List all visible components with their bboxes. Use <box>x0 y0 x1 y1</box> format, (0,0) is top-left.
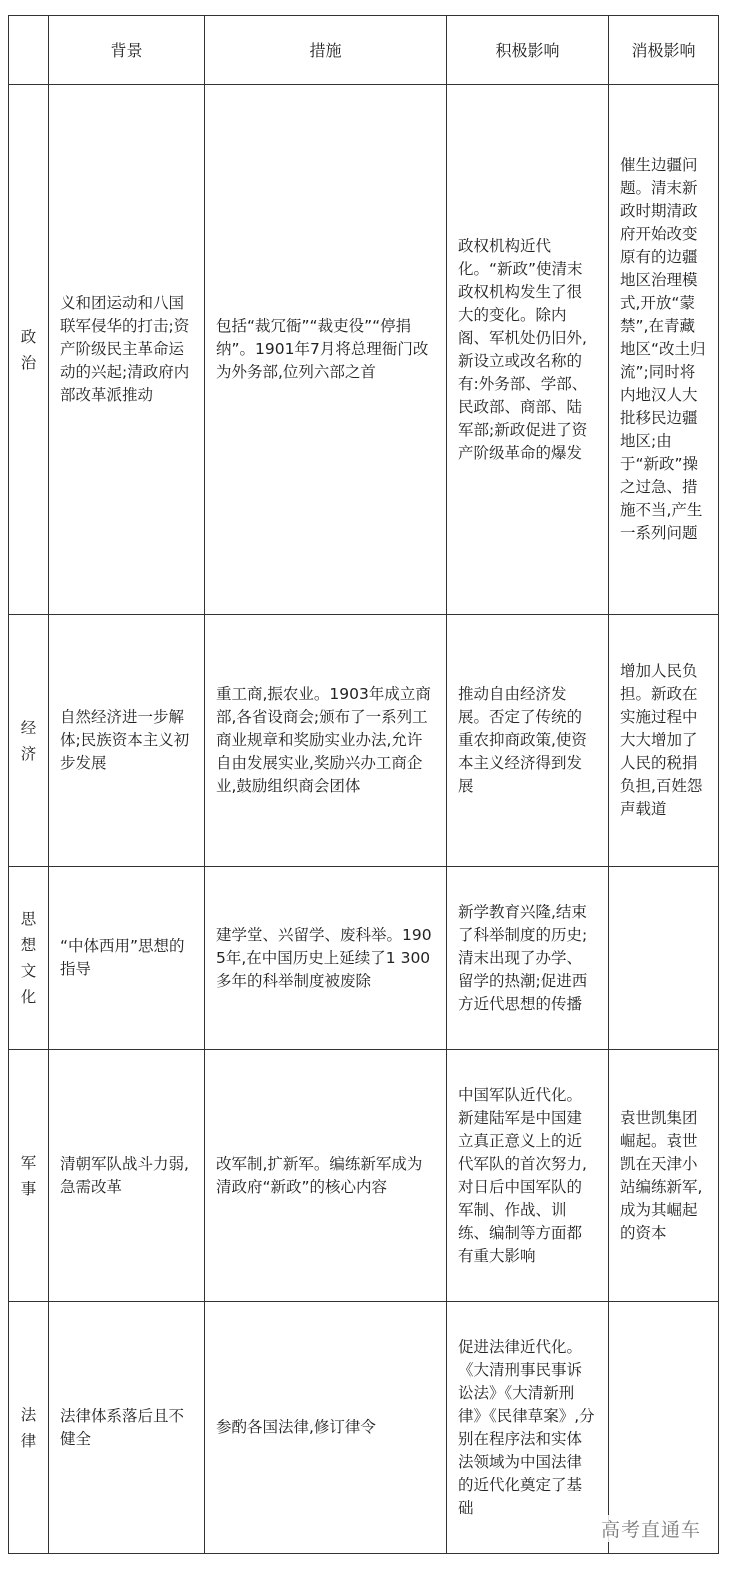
measures-cell: 重工商,振农业。1903年成立商部,各省设商会;颁布了一系列工商业规章和奖励实业办法,允许自由发展实业,奖励兴办工商企业,鼓励组织商会团体 <box>205 615 447 867</box>
measures-cell: 建学堂、兴留学、废科举。1905年,在中国历史上延续了1 300多年的科举制度被废除 <box>205 867 447 1050</box>
header-positive: 积极影响 <box>447 16 609 85</box>
positive-cell: 促进法律近代化。《大清刑事民事诉讼法》《大清新刑律》《民律草案》,分别在程序法和实体法领域为中国法律的近代化奠定了基础 <box>447 1302 609 1554</box>
background-cell: 清朝军队战斗力弱,急需改革 <box>49 1050 205 1302</box>
header-measures: 措施 <box>205 16 447 85</box>
positive-cell: 中国军队近代化。新建陆军是中国建立真正意义上的近代军队的首次努力,对日后中国军队的军制、作战、训练、编制等方面都有重大影响 <box>447 1050 609 1302</box>
negative-cell: 袁世凯集团崛起。袁世凯在天津小站编练新军,成为其崛起的资本 <box>609 1050 719 1302</box>
header-background: 背景 <box>49 16 205 85</box>
table-row <box>9 1050 719 1302</box>
header-row <box>9 16 719 85</box>
category-label: 法律 <box>20 1405 37 1450</box>
category-cell <box>9 1050 49 1302</box>
table-row <box>9 615 719 867</box>
measures-cell: 参酌各国法律,修订律令 <box>205 1302 447 1554</box>
category-cell <box>9 1302 49 1554</box>
category-cell <box>9 85 49 615</box>
background-cell: 自然经济进一步解体;民族资本主义初步发展 <box>49 615 205 867</box>
positive-cell: 推动自由经济发展。否定了传统的重农抑商政策,使资本主义经济得到发展 <box>447 615 609 867</box>
background-cell: “中体西用”思想的指导 <box>49 867 205 1050</box>
negative-cell: 增加人民负担。新政在实施过程中大大增加了人民的税捐负担,百姓怨声载道 <box>609 615 719 867</box>
positive-cell: 新学教育兴隆,结束了科举制度的历史;清末出现了办学、留学的热潮;促进西方近代思想的传播 <box>447 867 609 1050</box>
negative-cell: 催生边疆问题。清末新政时期清政府开始改变原有的边疆地区治理模式,开放“蒙禁”,在青藏地区“改土归流”;同时将内地汉人大批移民边疆地区;由于“新政”操之过急、措施不当,产生一系列问题 <box>609 85 719 615</box>
negative-cell <box>609 867 719 1050</box>
measures-cell: 改军制,扩新军。编练新军成为清政府“新政”的核心内容 <box>205 1050 447 1302</box>
watermark-text: 高考直通车 <box>598 1515 704 1542</box>
background-cell: 法律体系落后且不健全 <box>49 1302 205 1554</box>
header-category <box>9 16 49 85</box>
table-row <box>9 867 719 1050</box>
background-cell: 义和团运动和八国联军侵华的打击;资产阶级民主革命运动的兴起;清政府内部改革派推动 <box>49 85 205 615</box>
header-negative: 消极影响 <box>609 16 719 85</box>
category-label: 军事 <box>20 1153 37 1198</box>
category-cell <box>9 615 49 867</box>
category-label: 思想文化 <box>20 910 37 1006</box>
positive-cell: 政权机构近代化。“新政”使清末政权机构发生了很大的变化。除内阁、军机处仍旧外,新设立或改名称的有:外务部、学部、民政部、商部、陆军部;新政促进了资产阶级革命的爆发 <box>447 85 609 615</box>
measures-cell: 包括“裁冗衙”“裁吏役”“停捐纳”。1901年7月将总理衙门改为外务部,位列六部之首 <box>205 85 447 615</box>
category-label: 经济 <box>20 718 37 763</box>
reform-table <box>8 15 719 1554</box>
table-row <box>9 85 719 615</box>
category-cell <box>9 867 49 1050</box>
category-label: 政治 <box>20 327 37 372</box>
